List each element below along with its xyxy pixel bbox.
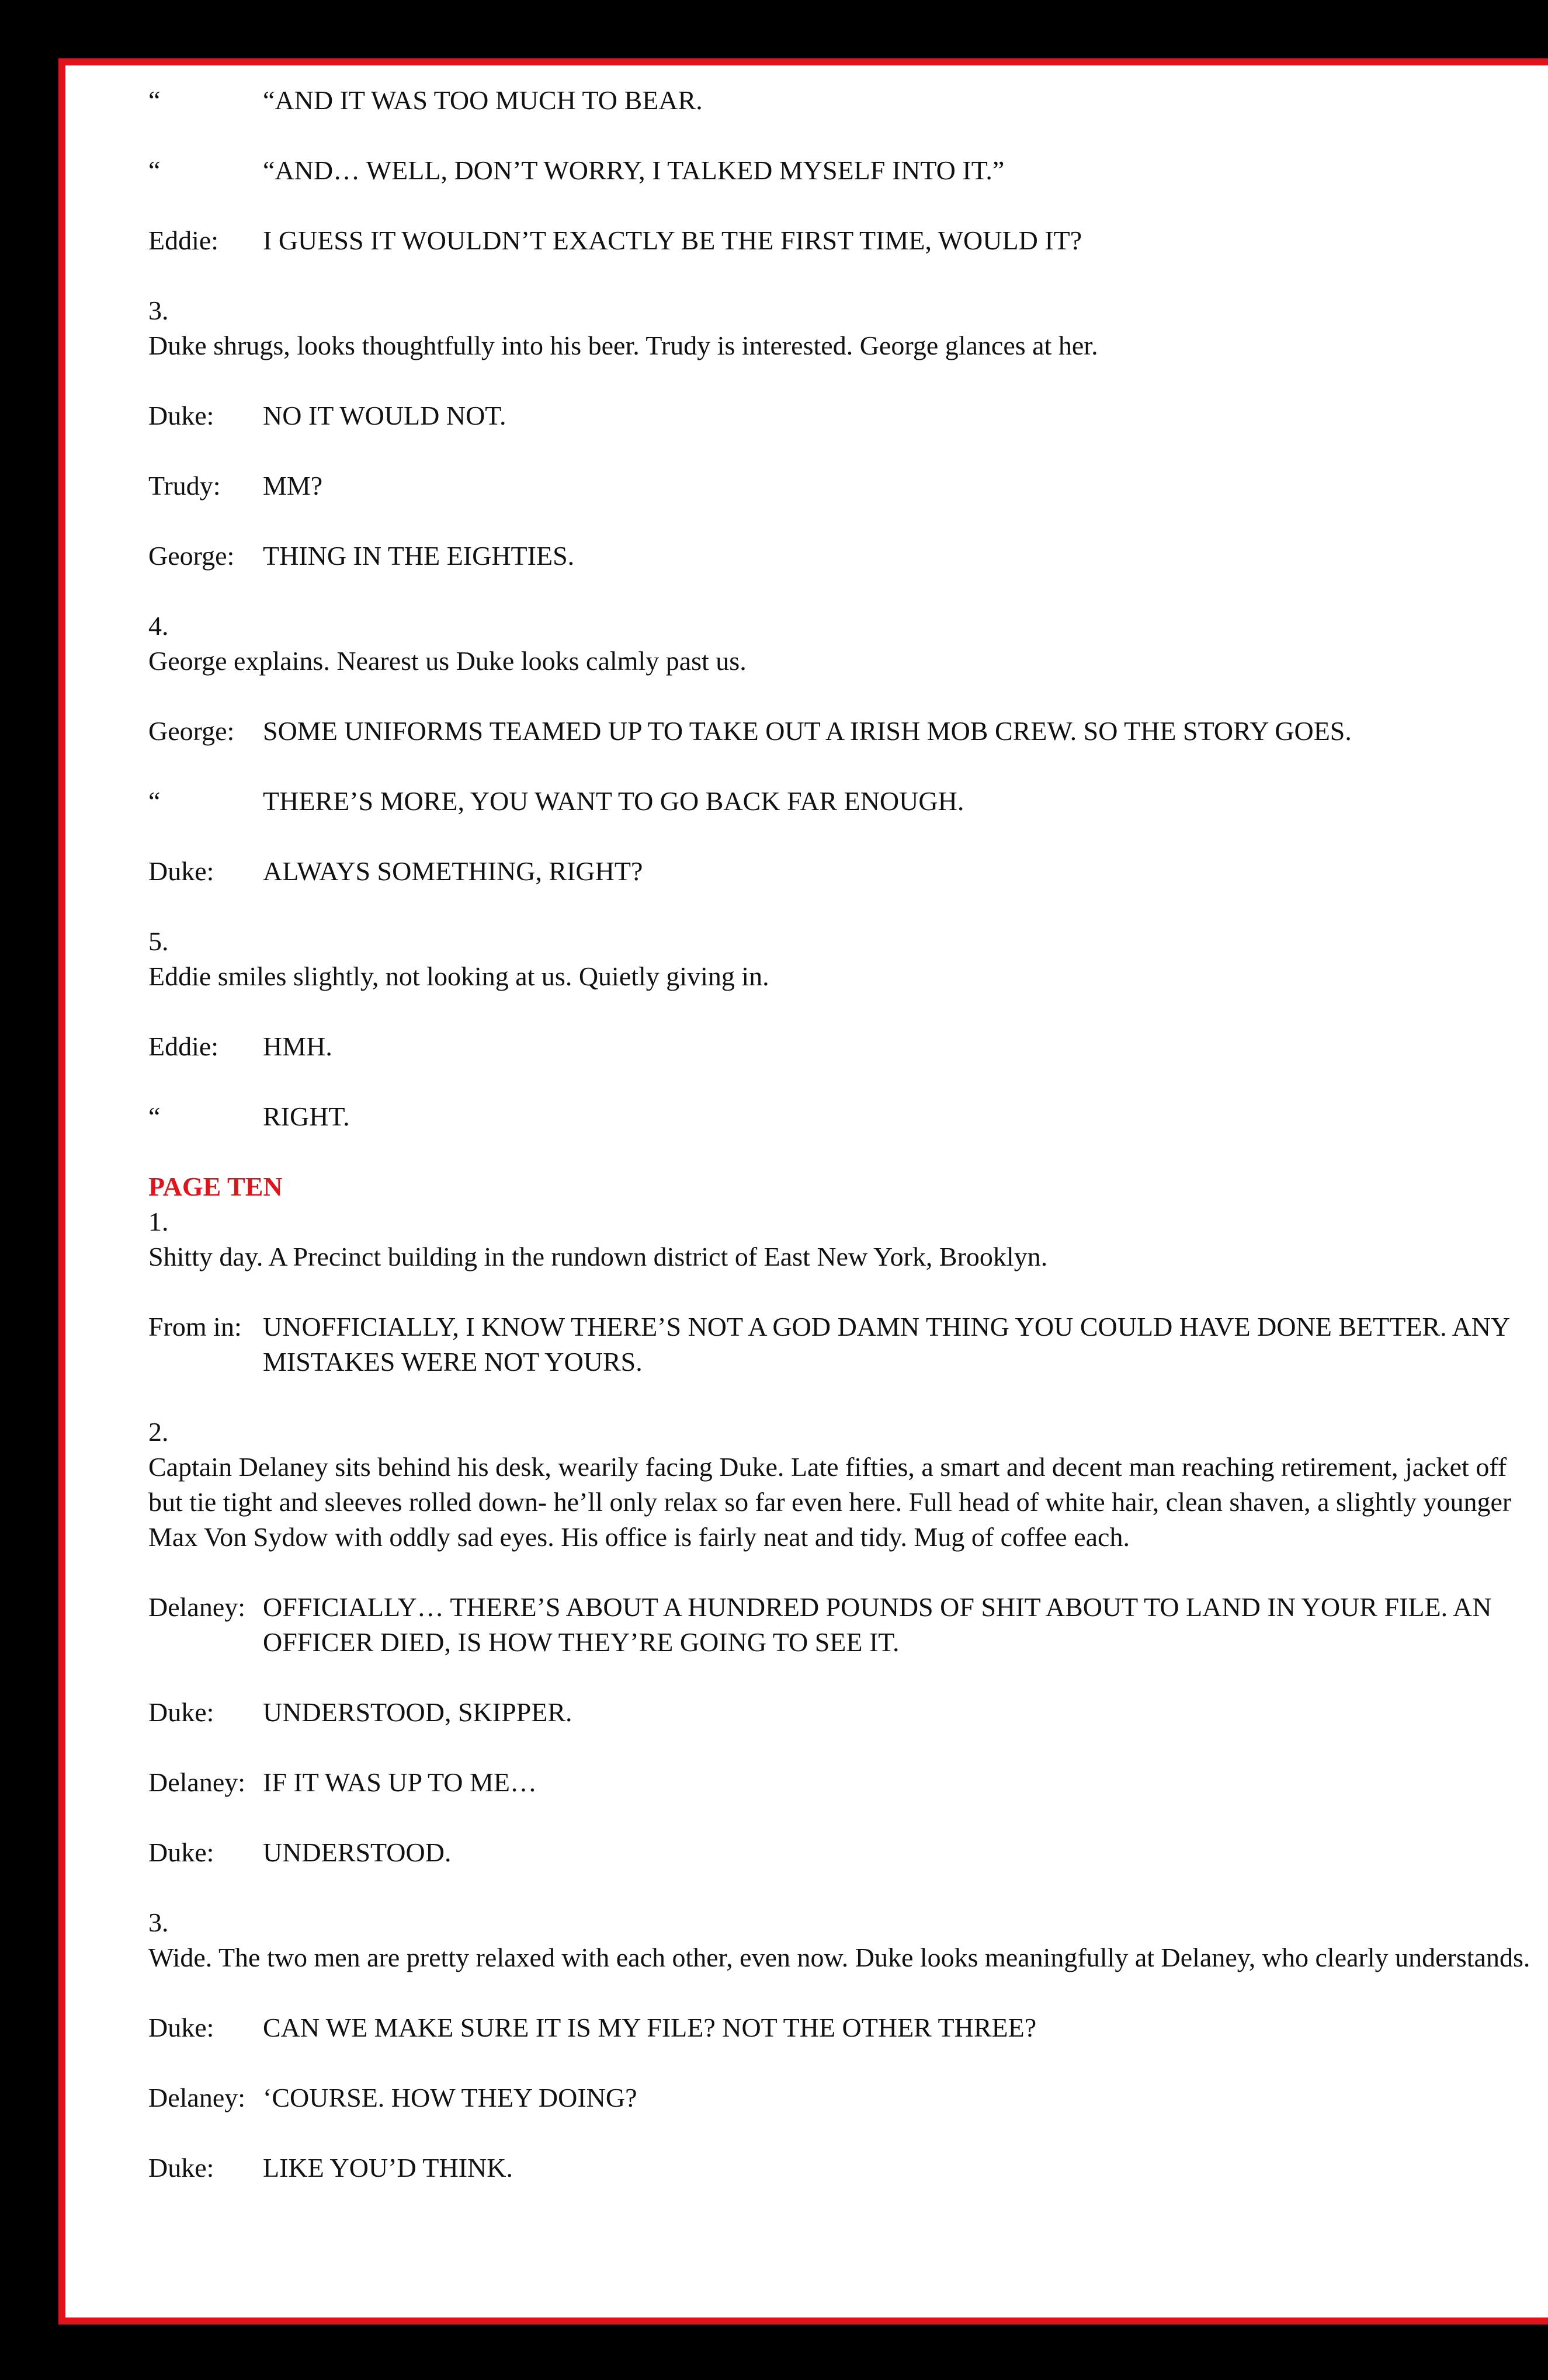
panel-description: Shitty day. A Precinct building in the rundown district of East New York, Brooklyn. bbox=[148, 1242, 1048, 1271]
dialogue-line bbox=[148, 223, 1539, 258]
speaker: “ bbox=[148, 85, 161, 115]
dialogue-text: IF IT WAS UP TO ME… bbox=[263, 1767, 537, 1797]
speaker: Duke: bbox=[148, 401, 214, 430]
dialogue-line bbox=[148, 2010, 1539, 2045]
dialogue-text: THING IN THE EIGHTIES. bbox=[263, 541, 575, 571]
dialogue-line bbox=[148, 398, 1539, 433]
panel-description: Captain Delaney sits behind his desk, wearily facing Duke. Late fifties, a smart and decent man reaching retirement, jacket off but tie tight and sleeves rolled down- he’ll only relax so far even here. Full head of white hair, clean shaven, a slightly younger Max Von Sydow with oddly sad eyes. His office is fairly neat and tidy. Mug of coffee each. bbox=[148, 1452, 1512, 1552]
speaker: Delaney: bbox=[148, 2083, 246, 2113]
speaker: Delaney: bbox=[148, 1592, 246, 1622]
dialogue-text: OFFICIALLY… THERE’S ABOUT A HUNDRED POUNDS OF SHIT ABOUT TO LAND IN YOUR FILE. AN OFFICER DIED, IS HOW THEY’RE GOING TO SEE IT. bbox=[263, 1592, 1492, 1657]
panel-description-block bbox=[148, 924, 1539, 994]
dialogue-text: MM? bbox=[263, 471, 323, 501]
page-heading: PAGE TEN bbox=[148, 1172, 283, 1201]
dialogue-line bbox=[148, 2080, 1539, 2115]
panel-description-block bbox=[148, 1415, 1539, 1555]
dialogue-text: NO IT WOULD NOT. bbox=[263, 401, 506, 430]
panel-description: Eddie smiles slightly, not looking at us. Quietly giving in. bbox=[148, 961, 769, 991]
panel-number: 2. bbox=[148, 1417, 169, 1447]
dialogue-line bbox=[148, 1309, 1539, 1380]
speaker: Eddie: bbox=[148, 1031, 219, 1061]
panel-description-block bbox=[148, 1905, 1539, 1975]
panel-description-block bbox=[148, 293, 1539, 363]
dialogue-line bbox=[148, 83, 1539, 118]
page-ten-section bbox=[148, 1169, 1539, 1274]
dialogue-line bbox=[148, 1029, 1539, 1064]
speaker: “ bbox=[148, 786, 161, 816]
dialogue-text: ‘COURSE. HOW THEY DOING? bbox=[263, 2083, 637, 2113]
dialogue-line bbox=[148, 538, 1539, 574]
panel-description-block bbox=[148, 609, 1539, 679]
dialogue-line bbox=[148, 714, 1539, 749]
dialogue-line bbox=[148, 2150, 1539, 2186]
speaker: George: bbox=[148, 541, 235, 571]
script-content bbox=[148, 83, 1539, 2186]
dialogue-line bbox=[148, 153, 1539, 188]
dialogue-line bbox=[148, 468, 1539, 503]
speaker: From in: bbox=[148, 1312, 242, 1342]
speaker: “ bbox=[148, 1102, 161, 1131]
panel-description: Wide. The two men are pretty relaxed with each other, even now. Duke looks meaningfully at Delaney, who clearly understands. bbox=[148, 1943, 1530, 1972]
speaker: Duke: bbox=[148, 1837, 214, 1867]
dialogue-text: I GUESS IT WOULDN’T EXACTLY BE THE FIRST TIME, WOULD IT? bbox=[263, 225, 1082, 255]
speaker: Duke: bbox=[148, 2013, 214, 2042]
speaker: George: bbox=[148, 716, 235, 746]
speaker: Duke: bbox=[148, 856, 214, 886]
dialogue-text: UNOFFICIALLY, I KNOW THERE’S NOT A GOD DAMN THING YOU COULD HAVE DONE BETTER. ANY MISTAKES WERE NOT YOURS. bbox=[263, 1312, 1509, 1377]
speaker: Delaney: bbox=[148, 1767, 246, 1797]
panel-number: 3. bbox=[148, 1908, 169, 1937]
dialogue-text: CAN WE MAKE SURE IT IS MY FILE? NOT THE OTHER THREE? bbox=[263, 2013, 1037, 2042]
dialogue-text: ALWAYS SOMETHING, RIGHT? bbox=[263, 856, 643, 886]
dialogue-line bbox=[148, 1835, 1539, 1870]
script-page bbox=[58, 58, 1548, 2325]
dialogue-text: “AND… WELL, DON’T WORRY, I TALKED MYSELF INTO IT.” bbox=[263, 155, 1005, 185]
dialogue-line bbox=[148, 1590, 1539, 1660]
panel-number: 3. bbox=[148, 296, 169, 325]
panel-description: George explains. Nearest us Duke looks calmly past us. bbox=[148, 646, 747, 676]
dialogue-line bbox=[148, 784, 1539, 819]
dialogue-text: UNDERSTOOD. bbox=[263, 1837, 452, 1867]
dialogue-text: UNDERSTOOD, SKIPPER. bbox=[263, 1697, 572, 1727]
dialogue-line bbox=[148, 1099, 1539, 1134]
panel-number: 1. bbox=[148, 1207, 169, 1236]
dialogue-text: SOME UNIFORMS TEAMED UP TO TAKE OUT A IRISH MOB CREW. SO THE STORY GOES. bbox=[263, 716, 1352, 746]
speaker: Duke: bbox=[148, 2153, 214, 2183]
dialogue-text: LIKE YOU’D THINK. bbox=[263, 2153, 513, 2183]
speaker: Eddie: bbox=[148, 225, 219, 255]
speaker: Trudy: bbox=[148, 471, 221, 501]
speaker: Duke: bbox=[148, 1697, 214, 1727]
dialogue-text: THERE’S MORE, YOU WANT TO GO BACK FAR ENOUGH. bbox=[263, 786, 964, 816]
dialogue-line bbox=[148, 854, 1539, 889]
dialogue-text: “AND IT WAS TOO MUCH TO BEAR. bbox=[263, 85, 703, 115]
dialogue-text: HMH. bbox=[263, 1031, 332, 1061]
dialogue-line bbox=[148, 1695, 1539, 1730]
speaker: “ bbox=[148, 155, 161, 185]
panel-number: 4. bbox=[148, 611, 169, 641]
panel-number: 5. bbox=[148, 926, 169, 956]
dialogue-line bbox=[148, 1765, 1539, 1800]
dialogue-text: RIGHT. bbox=[263, 1102, 350, 1131]
panel-description: Duke shrugs, looks thoughtfully into his beer. Trudy is interested. George glances at her. bbox=[148, 331, 1098, 360]
